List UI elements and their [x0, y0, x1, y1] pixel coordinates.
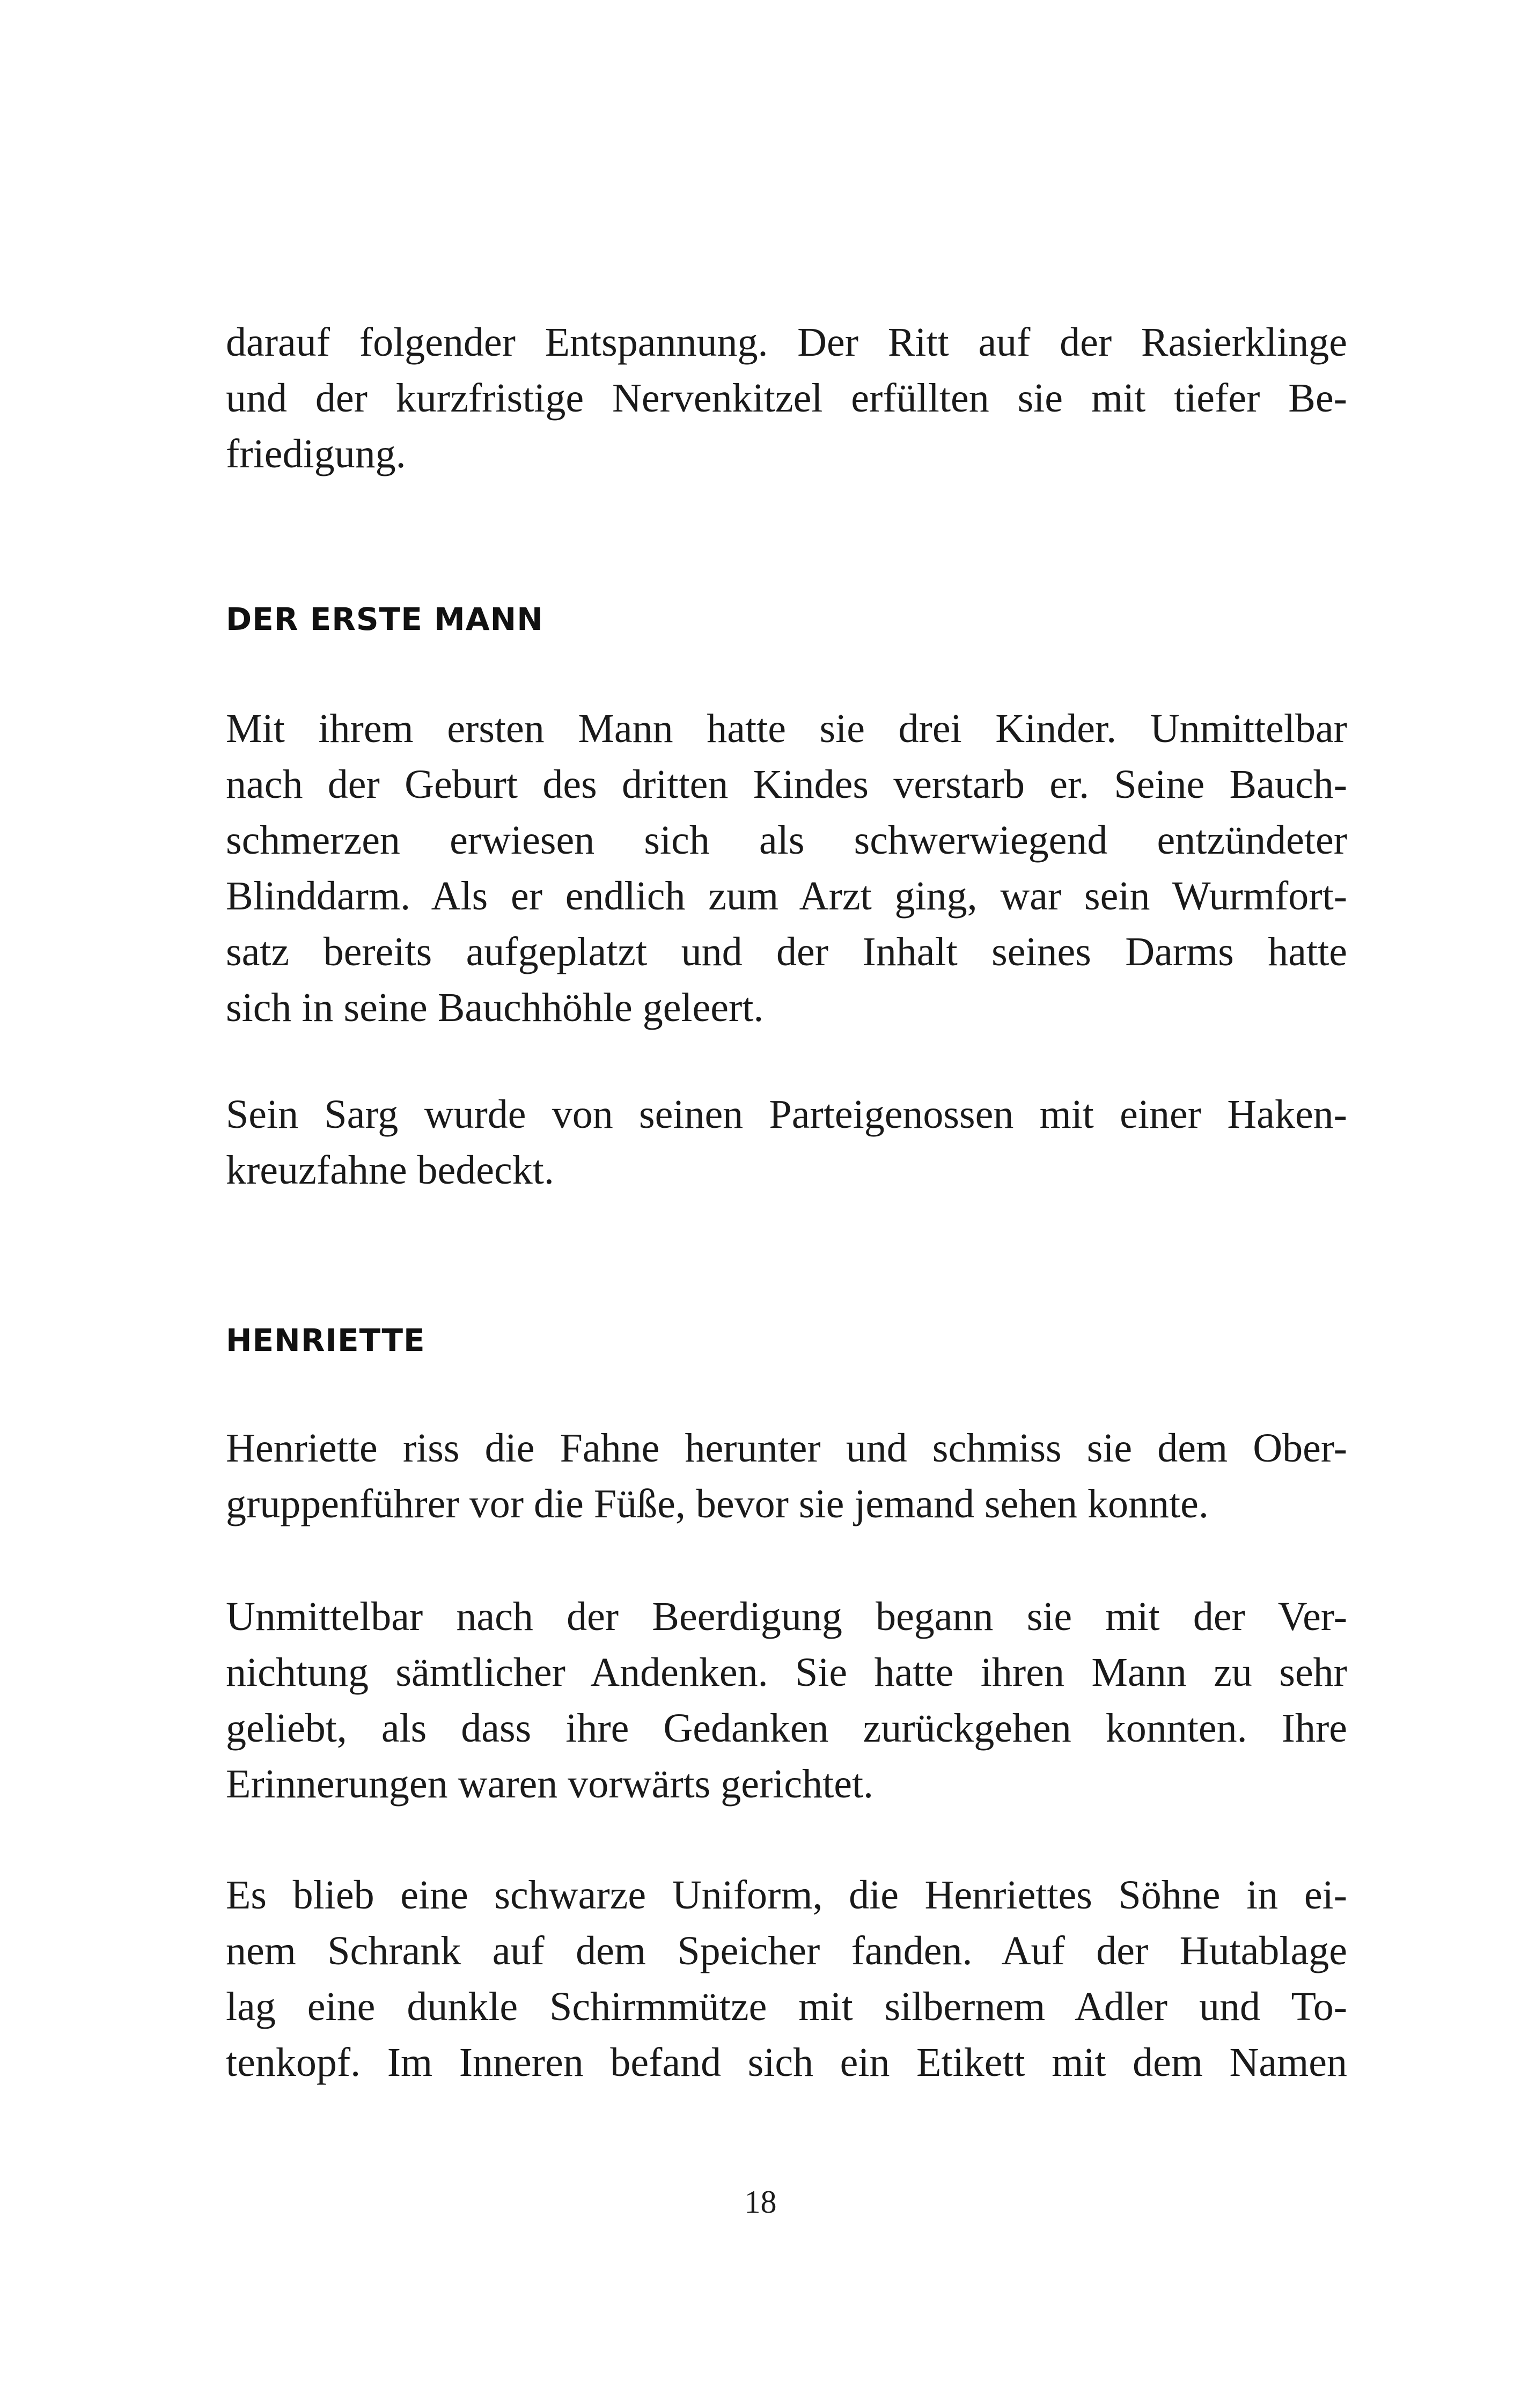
text-line: nach der Geburt des dritten Kindes verstarb er. Seine Bauch- [226, 762, 1347, 807]
section-heading: DER ERSTE MANN [226, 601, 543, 637]
text-line: sich in seine Bauchhöhle geleert. [226, 985, 764, 1030]
section-heading: HENRIETTE [226, 1322, 425, 1359]
paragraph [226, 1867, 1347, 2090]
page-number: 18 [744, 2184, 777, 2220]
text-line: und der kurzfristige Nervenkitzel erfüllten sie mit tiefer Be- [226, 376, 1347, 421]
text-line: schmerzen erwiesen sich als schwerwiegend entzündeter [226, 818, 1347, 863]
text-line: geliebt, als dass ihre Gedanken zurückgehen konnten. Ihre [226, 1706, 1347, 1751]
paragraph [226, 1420, 1347, 1532]
text-line: lag eine dunkle Schirmmütze mit silbernem Adler und To- [226, 1984, 1347, 2029]
paragraph [226, 314, 1347, 482]
text-line: Erinnerungen waren vorwärts gerichtet. [226, 1761, 874, 1807]
paragraph [226, 1086, 1347, 1198]
text-line: nichtung sämtlicher Andenken. Sie hatte ihren Mann zu sehr [226, 1650, 1347, 1695]
text-line: friedigung. [226, 431, 406, 476]
text-line: Sein Sarg wurde von seinen Parteigenossen mit einer Haken- [226, 1092, 1347, 1137]
paragraph [226, 701, 1347, 1036]
text-line: nem Schrank auf dem Speicher fanden. Auf der Hutablage [226, 1928, 1347, 1973]
text-line: kreuzfahne bedeckt. [226, 1148, 554, 1193]
text-line: Unmittelbar nach der Beerdigung begann sie mit der Ver- [226, 1594, 1347, 1639]
text-line: darauf folgender Entspannung. Der Ritt auf der Rasierklinge [226, 320, 1347, 365]
text-line: satz bereits aufgeplatzt und der Inhalt seines Darms hatte [226, 929, 1347, 974]
text-line: Es blieb eine schwarze Uniform, die Henriettes Söhne in ei- [226, 1873, 1347, 1918]
text-line: gruppenführer vor die Füße, bevor sie jemand sehen konnte. [226, 1481, 1209, 1526]
text-line: tenkopf. Im Inneren befand sich ein Etikett mit dem Namen [226, 2040, 1347, 2085]
text-line: Mit ihrem ersten Mann hatte sie drei Kinder. Unmittelbar [226, 706, 1347, 751]
paragraph [226, 1589, 1347, 1812]
text-line: Blinddarm. Als er endlich zum Arzt ging, war sein Wurmfort- [226, 873, 1347, 919]
text-line: Henriette riss die Fahne herunter und schmiss sie dem Ober- [226, 1426, 1347, 1471]
